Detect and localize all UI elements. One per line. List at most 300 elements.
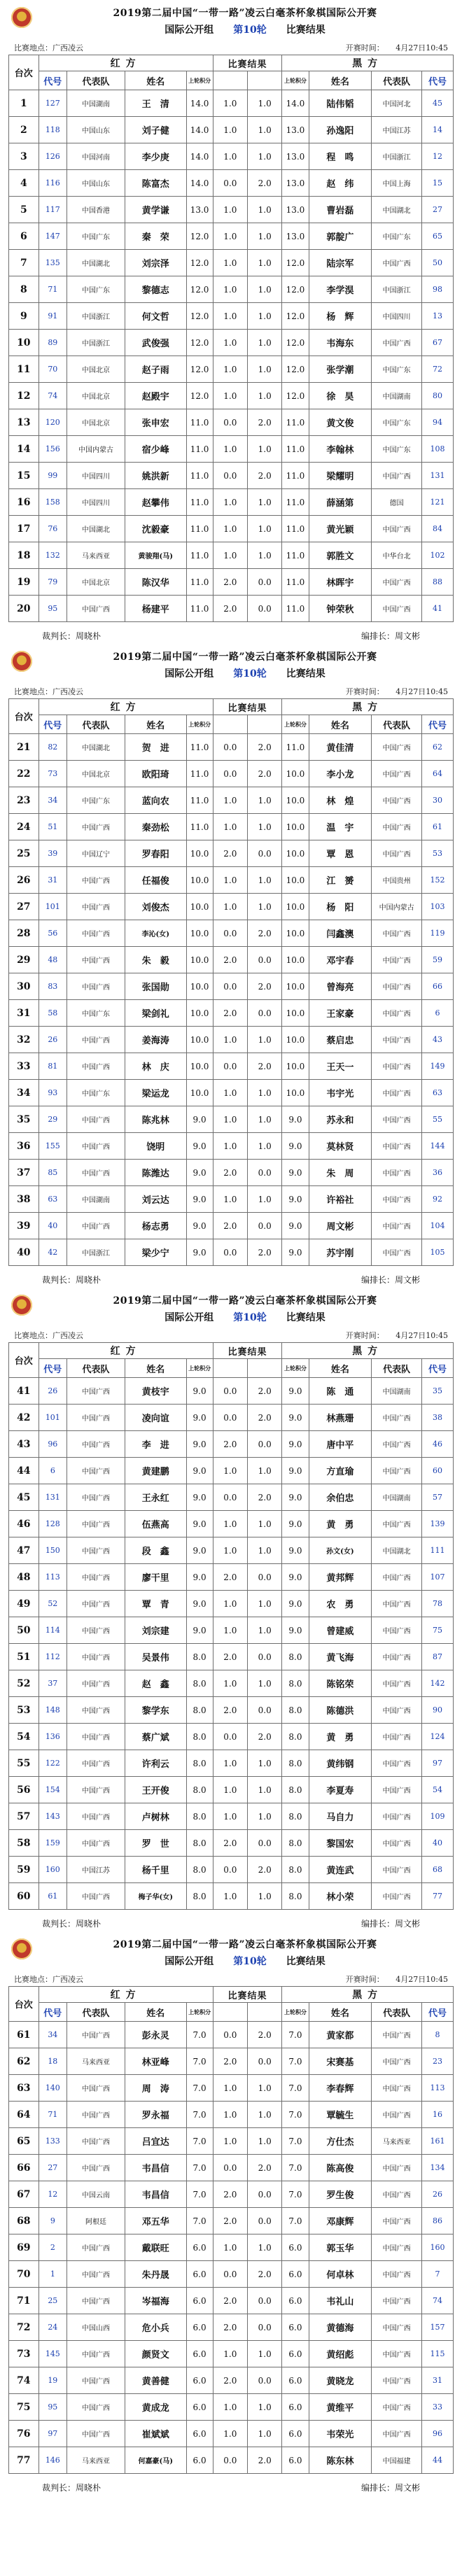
red-prev-score: 8.0 <box>186 1644 213 1670</box>
table-row <box>9 1750 454 1777</box>
red-code: 120 <box>38 409 66 436</box>
red-team: 中国内蒙古 <box>67 436 125 463</box>
chief-referee: 裁判长：周晓朴 <box>42 1275 102 1285</box>
table-row <box>9 867 454 894</box>
black-team: 中国广西 <box>372 1106 422 1133</box>
red-code-header: 代号 <box>38 1359 66 1378</box>
board-number: 7 <box>9 250 39 276</box>
black-result: 1.0 <box>248 2341 282 2367</box>
black-code: 12 <box>422 143 454 170</box>
red-name-header: 姓名 <box>125 71 187 90</box>
red-code: 95 <box>38 2394 66 2421</box>
board-number: 49 <box>9 1591 39 1617</box>
red-prev-score: 8.0 <box>186 1883 213 1910</box>
red-result: 2.0 <box>213 569 247 596</box>
red-prev-score: 11.0 <box>186 489 213 516</box>
red-team: 中国广西 <box>67 1160 125 1186</box>
black-team: 中国贵州 <box>372 867 422 894</box>
black-name: 郭胜文 <box>309 542 372 569</box>
red-result: 1.0 <box>213 1537 247 1564</box>
red-result-header <box>213 1359 247 1378</box>
black-prev-score: 11.0 <box>282 569 309 596</box>
board-number: 11 <box>9 356 39 383</box>
black-name: 黄纬钢 <box>309 1750 372 1777</box>
red-code: 89 <box>38 330 66 356</box>
red-result: 2.0 <box>213 2181 247 2208</box>
table-row <box>9 2367 454 2394</box>
red-name: 蔡广斌 <box>125 1724 187 1750</box>
black-name: 王家豪 <box>309 1000 372 1027</box>
red-result: 1.0 <box>213 1883 247 1910</box>
red-code: 52 <box>38 1591 66 1617</box>
pairings-table <box>8 55 454 622</box>
table-row <box>9 409 454 436</box>
black-name: 李春辉 <box>309 2075 372 2102</box>
black-team: 中国广西 <box>372 1857 422 1883</box>
red-result: 1.0 <box>213 1750 247 1777</box>
black-result: 2.0 <box>248 2261 282 2288</box>
black-result: 2.0 <box>248 1724 282 1750</box>
red-name: 贺 进 <box>125 734 187 761</box>
black-result: 1.0 <box>248 1458 282 1484</box>
red-team: 中国湖北 <box>67 250 125 276</box>
black-name: 邓宇春 <box>309 947 372 973</box>
red-result: 0.0 <box>213 1378 247 1405</box>
board-number: 27 <box>9 894 39 920</box>
red-result: 1.0 <box>213 1617 247 1644</box>
red-code: 158 <box>38 489 66 516</box>
black-code: 74 <box>422 2288 454 2314</box>
board-header: 台次 <box>9 1987 39 2022</box>
black-name: 马自力 <box>309 1803 372 1830</box>
black-prev-score: 11.0 <box>282 436 309 463</box>
red-name: 刘宗泽 <box>125 250 187 276</box>
red-prev-score: 9.0 <box>186 1431 213 1458</box>
board-number: 62 <box>9 2048 39 2075</box>
red-team: 中国广西 <box>67 1431 125 1458</box>
board-number: 12 <box>9 383 39 409</box>
black-result: 0.0 <box>248 1213 282 1239</box>
red-code: 76 <box>38 516 66 542</box>
red-code: 40 <box>38 1213 66 1239</box>
black-team: 中国广西 <box>372 1564 422 1591</box>
black-team: 中国广西 <box>372 840 422 867</box>
black-prev-score: 10.0 <box>282 761 309 787</box>
black-code: 105 <box>422 1239 454 1266</box>
red-team: 中国广西 <box>67 1777 125 1803</box>
black-name: 杨 辉 <box>309 303 372 330</box>
red-team: 中国广西 <box>67 2421 125 2447</box>
board-header: 台次 <box>9 55 39 90</box>
red-prev-score: 9.0 <box>186 1133 213 1160</box>
red-team: 中国广西 <box>67 1378 125 1405</box>
red-team: 中国河南 <box>67 143 125 170</box>
red-team: 中国广西 <box>67 1133 125 1160</box>
red-result: 0.0 <box>213 761 247 787</box>
black-name: 许裕社 <box>309 1186 372 1213</box>
red-name: 林 庆 <box>125 1053 187 1080</box>
black-team: 中国广西 <box>372 1458 422 1484</box>
red-name: 张申宏 <box>125 409 187 436</box>
red-name: 刘子健 <box>125 117 187 143</box>
black-prev-score: 12.0 <box>282 250 309 276</box>
red-name: 段 鑫 <box>125 1537 187 1564</box>
red-name: 王永红 <box>125 1484 187 1511</box>
black-name: 周文彬 <box>309 1213 372 1239</box>
red-team: 中国广东 <box>67 1080 125 1106</box>
red-name: 姜海涛 <box>125 1027 187 1053</box>
red-name: 黄学谦 <box>125 197 187 223</box>
black-team: 中国广西 <box>372 1239 422 1266</box>
black-code: 80 <box>422 383 454 409</box>
red-result: 2.0 <box>213 1644 247 1670</box>
board-number: 33 <box>9 1053 39 1080</box>
table-row <box>9 2314 454 2341</box>
red-result: 0.0 <box>213 734 247 761</box>
red-code: 58 <box>38 1000 66 1027</box>
black-team: 中国广西 <box>372 2048 422 2075</box>
red-team: 中国广西 <box>67 1405 125 1431</box>
black-team: 中国广东 <box>372 409 422 436</box>
red-team: 中国广西 <box>67 947 125 973</box>
red-result: 1.0 <box>213 2075 247 2102</box>
table-row <box>9 1883 454 1910</box>
red-result: 1.0 <box>213 1186 247 1213</box>
round-number: 第10轮 <box>233 1312 267 1323</box>
red-name: 赵殿宇 <box>125 383 187 409</box>
red-prev-score: 14.0 <box>186 117 213 143</box>
red-code: 148 <box>38 1697 66 1724</box>
red-result: 0.0 <box>213 2022 247 2048</box>
red-prev-score: 10.0 <box>186 867 213 894</box>
red-code: 56 <box>38 920 66 947</box>
black-team: 中国广西 <box>372 2261 422 2288</box>
table-row <box>9 1213 454 1239</box>
black-code: 94 <box>422 409 454 436</box>
board-number: 73 <box>9 2341 39 2367</box>
red-prev-score: 6.0 <box>186 2341 213 2367</box>
black-code: 60 <box>422 1458 454 1484</box>
black-name: 韦宇光 <box>309 1080 372 1106</box>
red-prev-score: 6.0 <box>186 2447 213 2474</box>
black-result: 1.0 <box>248 2421 282 2447</box>
red-code: 34 <box>38 787 66 814</box>
red-name: 何嘉豪(马) <box>125 2447 187 2474</box>
result-label: 比赛结果 <box>286 1956 326 1967</box>
red-name: 岑福海 <box>125 2288 187 2314</box>
red-prev-score: 7.0 <box>186 2181 213 2208</box>
black-code: 45 <box>422 90 454 117</box>
red-name: 陈富杰 <box>125 170 187 197</box>
red-code: 73 <box>38 761 66 787</box>
board-number: 74 <box>9 2367 39 2394</box>
table-row <box>9 330 454 356</box>
black-team: 中国广西 <box>372 1617 422 1644</box>
red-team: 中国湖南 <box>67 1186 125 1213</box>
black-prev-score: 8.0 <box>282 1830 309 1857</box>
red-prev-score: 6.0 <box>186 2288 213 2314</box>
black-team: 中国广西 <box>372 1213 422 1239</box>
red-team: 中国香港 <box>67 197 125 223</box>
black-name: 苏宇刚 <box>309 1239 372 1266</box>
black-prev-score: 7.0 <box>282 2048 309 2075</box>
black-team: 中国湖南 <box>372 1378 422 1405</box>
group-name: 国际公开组 <box>164 1312 214 1323</box>
black-team: 中国内蒙古 <box>372 894 422 920</box>
red-result: 0.0 <box>213 170 247 197</box>
black-name: 韦礼山 <box>309 2288 372 2314</box>
board-number: 2 <box>9 117 39 143</box>
black-team: 中国广西 <box>372 2314 422 2341</box>
black-prev-score: 6.0 <box>282 2394 309 2421</box>
black-name: 宋赛基 <box>309 2048 372 2075</box>
black-code: 46 <box>422 1431 454 1458</box>
black-code: 119 <box>422 920 454 947</box>
black-result: 0.0 <box>248 1564 282 1591</box>
black-code: 16 <box>422 2102 454 2128</box>
black-result: 1.0 <box>248 117 282 143</box>
black-prev-score-header: 上轮积分 <box>282 71 309 90</box>
black-team-header: 代表队 <box>372 715 422 734</box>
black-name: 蔡启忠 <box>309 1027 372 1053</box>
black-team: 中华台北 <box>372 542 422 569</box>
red-result: 0.0 <box>213 2155 247 2181</box>
black-name: 黄 勇 <box>309 1511 372 1537</box>
table-row <box>9 1106 454 1133</box>
red-team: 阿根廷 <box>67 2208 125 2234</box>
red-team: 中国四川 <box>67 463 125 489</box>
black-name: 陆宗军 <box>309 250 372 276</box>
red-team: 中国广西 <box>67 1697 125 1724</box>
black-name: 罗生俊 <box>309 2181 372 2208</box>
black-code: 54 <box>422 1777 454 1803</box>
black-code: 149 <box>422 1053 454 1080</box>
black-name: 朱 周 <box>309 1160 372 1186</box>
red-prev-score: 7.0 <box>186 2022 213 2048</box>
black-prev-score: 7.0 <box>282 2155 309 2181</box>
red-prev-score: 9.0 <box>186 1239 213 1266</box>
black-code: 98 <box>422 276 454 303</box>
red-name: 张国勋 <box>125 973 187 1000</box>
red-team: 中国北京 <box>67 761 125 787</box>
red-team: 中国广西 <box>67 1027 125 1053</box>
red-name: 许利云 <box>125 1750 187 1777</box>
red-result: 2.0 <box>213 1697 247 1724</box>
red-prev-score: 12.0 <box>186 276 213 303</box>
black-result: 1.0 <box>248 223 282 250</box>
results-page <box>0 1931 462 2575</box>
black-code: 124 <box>422 1724 454 1750</box>
black-result: 0.0 <box>248 2048 282 2075</box>
table-row <box>9 2208 454 2234</box>
black-name: 陈铭荣 <box>309 1670 372 1697</box>
black-code: 50 <box>422 250 454 276</box>
red-team: 中国广东 <box>67 276 125 303</box>
black-name-header: 姓名 <box>309 715 372 734</box>
header-row-2 <box>9 715 454 734</box>
red-name: 彭永灵 <box>125 2022 187 2048</box>
black-name-header: 姓名 <box>309 1359 372 1378</box>
table-row <box>9 2288 454 2314</box>
red-code: 122 <box>38 1750 66 1777</box>
black-team: 中国广西 <box>372 596 422 622</box>
board-number: 53 <box>9 1697 39 1724</box>
black-team: 中国广西 <box>372 1724 422 1750</box>
red-team: 中国辽宁 <box>67 840 125 867</box>
black-side-header: 黑方 <box>282 699 454 715</box>
red-team: 中国浙江 <box>67 303 125 330</box>
red-name: 伍燕高 <box>125 1511 187 1537</box>
red-team-header: 代表队 <box>67 2003 125 2022</box>
board-number: 43 <box>9 1431 39 1458</box>
black-team: 中国广西 <box>372 1133 422 1160</box>
board-number: 71 <box>9 2288 39 2314</box>
red-prev-score: 8.0 <box>186 1750 213 1777</box>
black-team: 中国江苏 <box>372 117 422 143</box>
board-number: 52 <box>9 1670 39 1697</box>
board-number: 15 <box>9 463 39 489</box>
pairings-table <box>8 698 454 1266</box>
black-code: 88 <box>422 569 454 596</box>
red-code: 81 <box>38 1053 66 1080</box>
black-side-header: 黑方 <box>282 1343 454 1359</box>
red-side-header: 红方 <box>38 1987 213 2003</box>
black-prev-score: 10.0 <box>282 1053 309 1080</box>
black-result: 1.0 <box>248 2128 282 2155</box>
black-team: 中国广西 <box>372 516 422 542</box>
red-code: 34 <box>38 2022 66 2048</box>
board-number: 67 <box>9 2181 39 2208</box>
board-number: 17 <box>9 516 39 542</box>
red-team: 中国广西 <box>67 2394 125 2421</box>
black-code: 104 <box>422 1213 454 1239</box>
black-result: 1.0 <box>248 276 282 303</box>
table-row <box>9 1591 454 1617</box>
red-name: 朱 毅 <box>125 947 187 973</box>
black-team: 中国广西 <box>372 1405 422 1431</box>
red-name: 韦昌信 <box>125 2181 187 2208</box>
red-prev-score: 12.0 <box>186 250 213 276</box>
red-code: 74 <box>38 383 66 409</box>
black-result-header <box>248 71 282 90</box>
black-prev-score: 12.0 <box>282 356 309 383</box>
black-result: 0.0 <box>248 2288 282 2314</box>
red-name: 李沁(女) <box>125 920 187 947</box>
black-name: 梁耀明 <box>309 463 372 489</box>
board-number: 72 <box>9 2314 39 2341</box>
black-code: 30 <box>422 787 454 814</box>
result-header: 比赛结果 <box>213 699 282 715</box>
red-name: 李少庚 <box>125 143 187 170</box>
red-result: 0.0 <box>213 1857 247 1883</box>
header-row-2 <box>9 2003 454 2022</box>
round-subtitle <box>42 1310 448 1324</box>
red-name: 覃 青 <box>125 1591 187 1617</box>
red-result: 1.0 <box>213 542 247 569</box>
red-name: 宿少峰 <box>125 436 187 463</box>
black-name: 韦荣光 <box>309 2421 372 2447</box>
black-prev-score: 11.0 <box>282 516 309 542</box>
black-prev-score: 13.0 <box>282 197 309 223</box>
red-result: 2.0 <box>213 2048 247 2075</box>
black-code: 142 <box>422 1670 454 1697</box>
black-result: 2.0 <box>248 1053 282 1080</box>
red-team: 中国北京 <box>67 383 125 409</box>
red-name: 吕宜达 <box>125 2128 187 2155</box>
table-row <box>9 117 454 143</box>
red-team: 中国山西 <box>67 2314 125 2341</box>
black-code: 103 <box>422 894 454 920</box>
black-prev-score: 10.0 <box>282 947 309 973</box>
red-name: 罗春阳 <box>125 840 187 867</box>
red-prev-score: 8.0 <box>186 1670 213 1697</box>
board-number: 25 <box>9 840 39 867</box>
red-prev-score: 8.0 <box>186 1803 213 1830</box>
red-result: 1.0 <box>213 2394 247 2421</box>
red-name: 饶明 <box>125 1133 187 1160</box>
red-prev-score: 9.0 <box>186 1213 213 1239</box>
board-number: 9 <box>9 303 39 330</box>
black-result: 1.0 <box>248 1883 282 1910</box>
black-result: 1.0 <box>248 489 282 516</box>
black-code: 109 <box>422 1803 454 1830</box>
black-code: 68 <box>422 1857 454 1883</box>
red-code-header: 代号 <box>38 715 66 734</box>
black-result: 0.0 <box>248 2181 282 2208</box>
red-team-header: 代表队 <box>67 71 125 90</box>
black-prev-score: 6.0 <box>282 2341 309 2367</box>
red-name: 刘宗建 <box>125 1617 187 1644</box>
red-code: 96 <box>38 1431 66 1458</box>
red-result: 1.0 <box>213 197 247 223</box>
black-team: 中国广西 <box>372 1511 422 1537</box>
red-team: 中国广西 <box>67 1106 125 1133</box>
red-prev-score: 10.0 <box>186 1080 213 1106</box>
red-prev-score: 11.0 <box>186 409 213 436</box>
black-team: 中国广西 <box>372 569 422 596</box>
start-time-text: 开赛时间： 4月27日10:45 <box>345 1975 448 1984</box>
table-row <box>9 542 454 569</box>
red-result: 1.0 <box>213 2102 247 2128</box>
red-team: 中国广西 <box>67 1537 125 1564</box>
result-label: 比赛结果 <box>286 24 326 36</box>
black-team: 中国广西 <box>372 973 422 1000</box>
board-number: 75 <box>9 2394 39 2421</box>
table-row <box>9 197 454 223</box>
black-team: 中国浙江 <box>372 143 422 170</box>
black-code-header: 代号 <box>422 715 454 734</box>
red-name: 刘云达 <box>125 1186 187 1213</box>
red-result: 0.0 <box>213 1053 247 1080</box>
black-prev-score: 9.0 <box>282 1564 309 1591</box>
red-name: 梁剑礼 <box>125 1000 187 1027</box>
results-page <box>0 644 462 1288</box>
table-row <box>9 1617 454 1644</box>
black-prev-score: 6.0 <box>282 2288 309 2314</box>
black-name: 黄光颖 <box>309 516 372 542</box>
board-number: 61 <box>9 2022 39 2048</box>
black-code: 78 <box>422 1591 454 1617</box>
red-code: 82 <box>38 734 66 761</box>
black-result: 1.0 <box>248 1591 282 1617</box>
red-team: 中国广西 <box>67 867 125 894</box>
black-result: 0.0 <box>248 1431 282 1458</box>
board-number: 57 <box>9 1803 39 1830</box>
red-name: 陈兆林 <box>125 1106 187 1133</box>
board-number: 1 <box>9 90 39 117</box>
black-team-header: 代表队 <box>372 2003 422 2022</box>
round-number: 第10轮 <box>233 1956 267 1967</box>
